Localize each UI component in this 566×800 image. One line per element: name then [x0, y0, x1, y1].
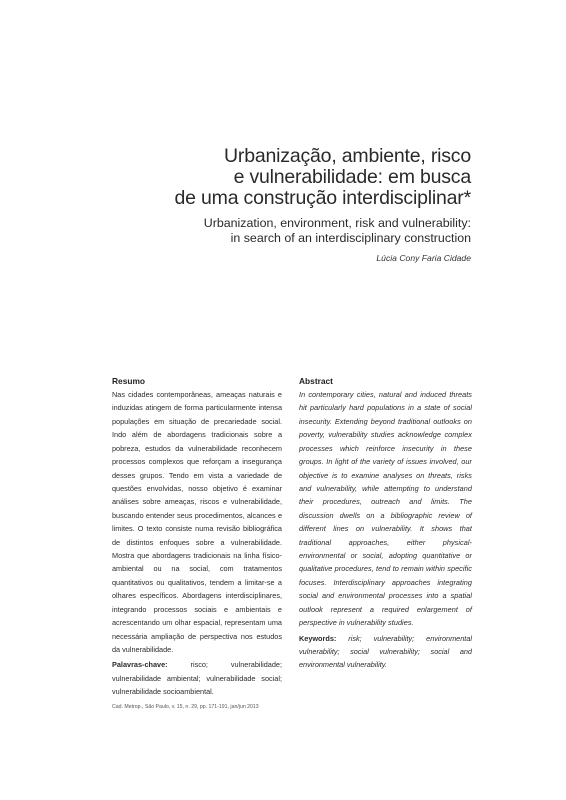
- resumo-keywords: [112, 658, 282, 698]
- keywords-label: Keywords:: [299, 633, 337, 643]
- abstract-text: In contemporary cities, natural and induced threats hit particularly hard populations in a state of social insecurity. Extending beyond traditional outlooks on poverty, vulnerability studies acknowledge complex processes which reinforce insecurity in these groups. In light of the variety of issues involved, our objective is to examine analyses on threats, risks and vulnerability, while attempting to understand their procedures, outreach and limits. The discussion dwells on a bibliographic review of different lines on vulnerability. It shows that traditional approaches, either physical-environmental or social, adopting quantitative or qualitative procedures, tend to remain within specific focuses. Interdisciplinary approaches integrating social and environmental processes into a spatial outlook represent a required enlargement of perspective in vulnerability studies.: [299, 390, 472, 628]
- subtitle-line: in search of an interdisciplinary construction: [230, 231, 471, 245]
- abstract-section: [299, 376, 472, 672]
- resumo-heading: Resumo: [112, 376, 146, 386]
- title-line: Urbanização, ambiente, risco: [224, 145, 471, 167]
- abstract-keywords: [299, 632, 472, 672]
- resumo-section: [112, 376, 282, 699]
- article-title: [91, 146, 471, 209]
- resumo-text: Nas cidades contemporâneas, ameaças naturais e induzidas atingem de forma particularmente intensa populações em situação de precariedade social. Indo além de abordagens tradicionais sobre a pobreza, estudos da vulnerabilidade reconhecem processos complexos que reforçam a insegurança desses grupos. Tendo em vista a variedade de questões envolvidas, nosso objetivo é examinar análises sobre ameaças, riscos e vulnerabilidade, buscando entender seus procedimentos, alcances e limites. O texto consiste numa revisão bibliográfica de distintos enfoques sobre a vulnerabilidade. Mostra que abordagens tradicionais na linha físico-ambiental ou na social, com tratamentos quantitativos ou qualitativos, tendem a limitar-se a olhares específicos. Abordagens interdisciplinares, integrando processos sociais e ambientais e acrescentando um olhar espacial, representam uma necessária ampliação de perspectiva nos estudos da vulnerabilidade.: [112, 390, 282, 655]
- keywords-list: risk; vulnerability; environmental vulnerability; social vulnerability; social and environmental vulnerability.: [299, 633, 473, 670]
- subtitle-line: Urbanization, environment, risk and vulnerability:: [203, 216, 471, 230]
- abstract-heading: Abstract: [299, 376, 333, 386]
- keywords-list: risco; vulnerabilidade; vulnerabilidade ambiental; vulnerabilidade social; vulnerabilidade socioambiental.: [112, 660, 282, 697]
- article-subtitle: [91, 216, 471, 246]
- title-line: e vulnerabilidade: em busca: [233, 166, 471, 188]
- journal-citation: Cad. Metrop., São Paulo, v. 15, n. 29, pp. 171-191, jan/jun 2013: [112, 704, 259, 710]
- title-line: de uma construção interdisciplinar*: [174, 187, 471, 209]
- keywords-label: Palavras-chave:: [112, 660, 168, 670]
- author-name: Lúcia Cony Faria Cidade: [376, 253, 471, 263]
